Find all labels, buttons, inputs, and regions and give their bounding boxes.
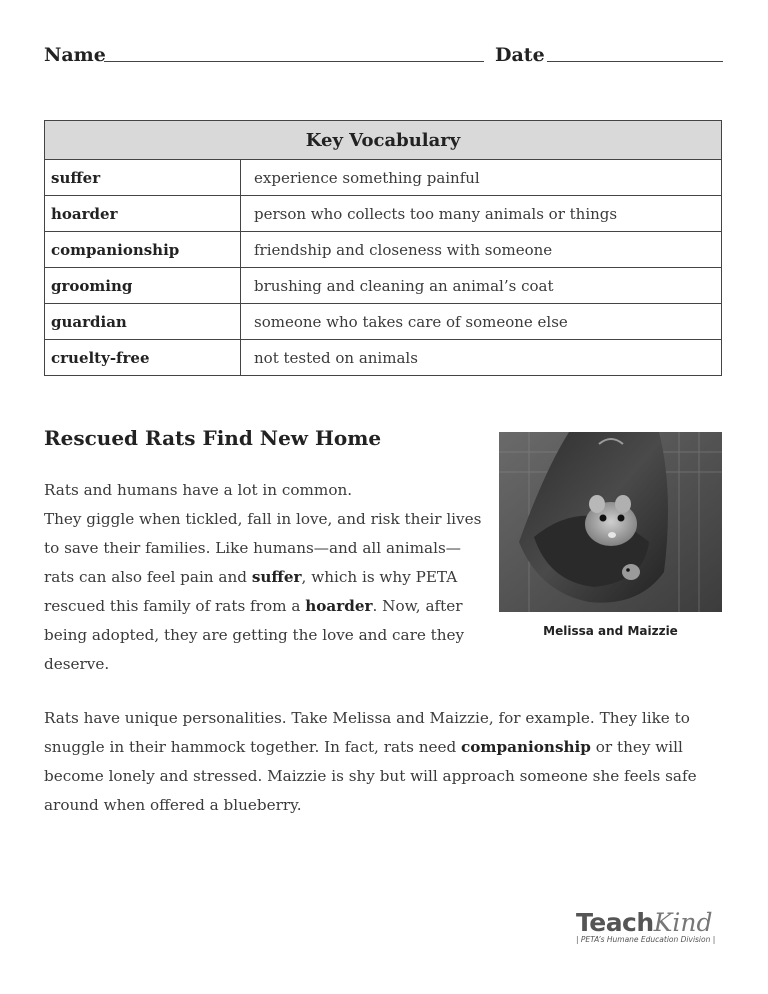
table-row: [45, 196, 722, 232]
paragraph-text: , which is why PETA rescued this family of rats from a: [44, 568, 458, 615]
vocab-definition: person who collects too many animals or things: [241, 196, 722, 232]
vocab-term: companionship: [45, 232, 241, 268]
key-vocabulary-table: [44, 120, 722, 376]
table-row: [45, 304, 722, 340]
paragraph-text: Rats and humans have a lot in common.: [44, 481, 353, 499]
paragraph-text: or they will become lonely and stressed. Maizzie is shy but will approach someone she feels safe around when offered a blueberry.: [44, 738, 697, 814]
vocab-term: guardian: [45, 304, 241, 340]
paragraph-text: They giggle when tickled, fall in love, and risk their lives to save their families. Like humans—and all animals—rats can also feel pain and: [44, 510, 482, 586]
teachkind-logo: [576, 908, 726, 944]
name-label: Name: [44, 44, 106, 66]
vocab-term: cruelty-free: [45, 340, 241, 376]
date-field-line[interactable]: [547, 61, 723, 62]
paragraph-text: Rats have unique personalities. Take Melissa and Maizzie, for example. They like to snuggle in their hammock together. In fact, rats need: [44, 709, 690, 756]
name-date-line: [44, 42, 724, 70]
vocabulary-title: Key Vocabulary: [45, 121, 722, 160]
logo-tagline: | PETA’s Humane Education Division |: [576, 935, 716, 944]
photo-caption: Melissa and Maizzie: [543, 624, 678, 638]
vocab-term: grooming: [45, 268, 241, 304]
article-paragraph-2: [44, 704, 724, 820]
table-row: [45, 268, 722, 304]
vocab-highlight-hoarder: hoarder: [305, 597, 373, 615]
name-field-line[interactable]: [104, 61, 484, 62]
paragraph-text: . Now, after being adopted, they are getting the love and care they deserve.: [44, 597, 465, 673]
rats-in-hammock-photo: [499, 432, 722, 612]
logo-kind-text: Kind: [653, 908, 713, 937]
vocab-term: hoarder: [45, 196, 241, 232]
article-title: Rescued Rats Find New Home: [44, 426, 382, 450]
vocab-definition: not tested on animals: [241, 340, 722, 376]
vocab-highlight-suffer: suffer: [251, 568, 302, 586]
table-row: [45, 232, 722, 268]
vocab-definition: someone who takes care of someone else: [241, 304, 722, 340]
vocab-highlight-companionship: companionship: [461, 738, 591, 756]
date-label: Date: [495, 44, 545, 66]
table-row: [45, 340, 722, 376]
logo-teach-text: Teach: [576, 908, 654, 937]
vocab-definition: experience something painful: [241, 160, 722, 196]
table-row: [45, 160, 722, 196]
vocab-definition: friendship and closeness with someone: [241, 232, 722, 268]
article-paragraph-1: [44, 476, 484, 679]
vocab-definition: brushing and cleaning an animal’s coat: [241, 268, 722, 304]
vocab-term: suffer: [45, 160, 241, 196]
